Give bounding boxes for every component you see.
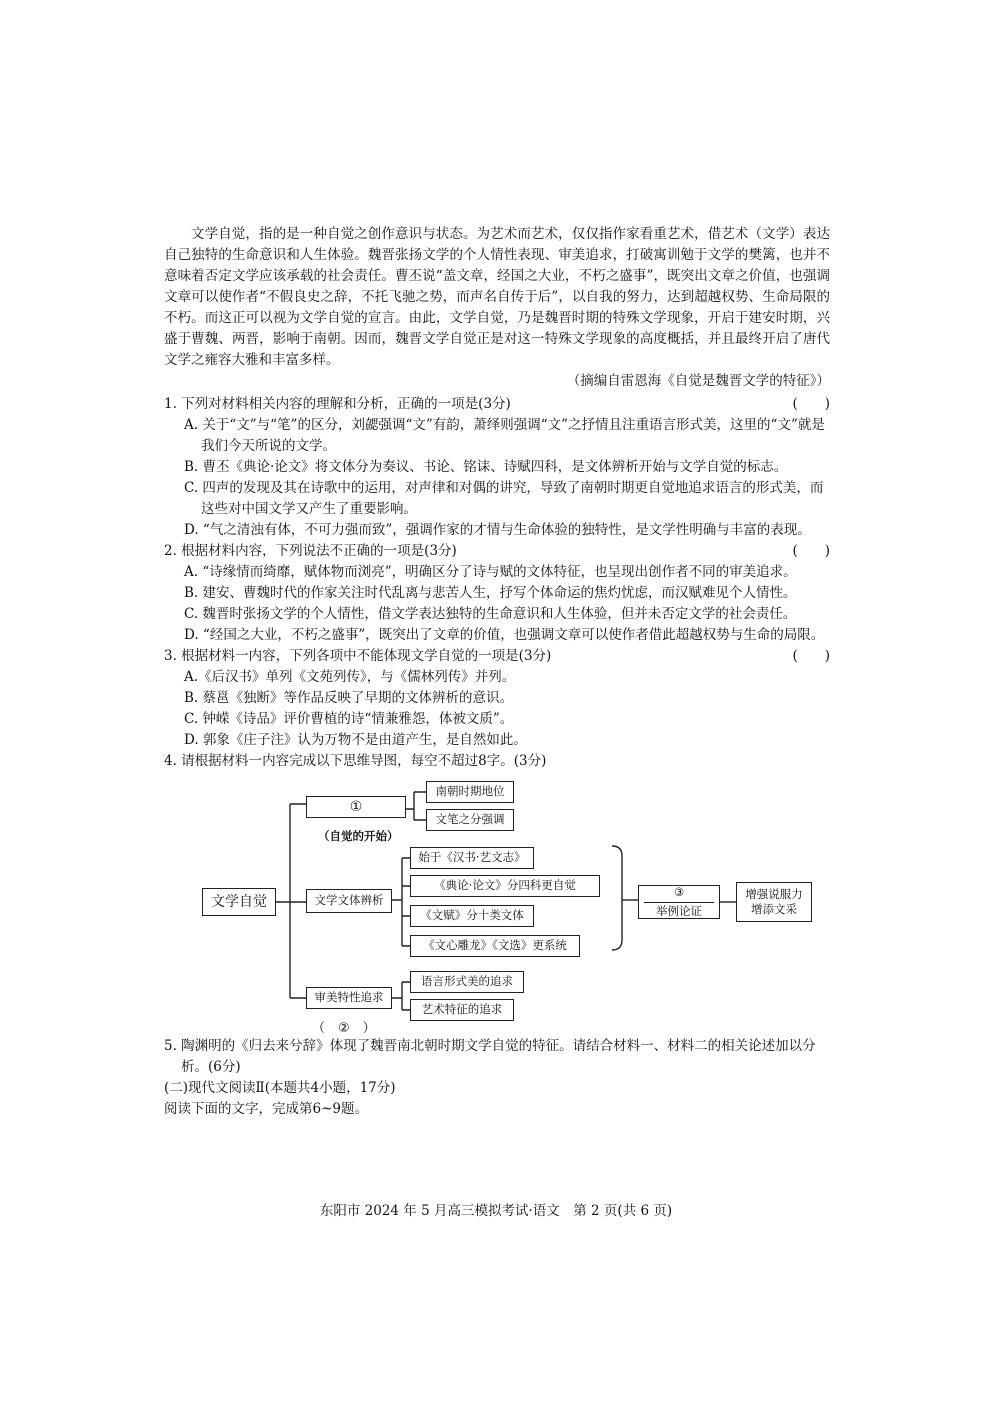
root-node: 文学自觉 <box>202 888 276 916</box>
q1-option-d: D. “气之清浊有体，不可力强而致”，强调作家的才情与生命体验的独特性，是文学性明确与丰富的表现。 <box>184 522 811 538</box>
node-nanchao: 南朝时期地位 <box>426 781 514 803</box>
blank-2-label: （ ② ） <box>312 1021 376 1036</box>
node-wenfu: 《文赋》分十类文体 <box>410 905 534 927</box>
q2-answer-bracket: ( ) <box>792 543 830 559</box>
q4-stem: 4. 请根据材料一内容完成以下思维导图，每空不超过8字。(3分) <box>164 753 547 769</box>
q3-stem: 3. 根据材料一内容，下列各项中不能体现文学自觉的一项是(3分) <box>164 648 552 664</box>
q1-option-a: A. 关于“文”与“笔”的区分，刘勰强调“文”有韵，萧绎则强调“文”之抒情且注重语言形式美，这里的“文”就是我们今天所说的文学。 <box>184 417 825 454</box>
question-5: 5. 陶渊明的《归去来兮辞》体现了魏晋南北朝时期文学自觉的特征。请结合材料一、材料二的相关论述加以分析。(6分) <box>164 1038 816 1075</box>
example-label: 举例论证 <box>644 902 714 918</box>
q3-option-a: A.《后汉书》单列《文苑列传》，与《儒林列传》并列。 <box>184 669 516 685</box>
node-hanshu: 始于《汉书·艺文志》 <box>410 847 534 869</box>
section-heading: (二)现代文阅读Ⅱ(本题共4小题，17分) <box>164 1080 396 1096</box>
q2-option-a: A. “诗缘情而绮靡，赋体物而浏亮”，明确区分了诗与赋的文体特征，也呈现出创作者不同的审美追求。 <box>184 564 797 580</box>
source-citation: （摘编自雷恩海《自觉是魏晋文学的特征》） <box>566 373 830 389</box>
blank-1-box: ① <box>306 796 406 818</box>
passage: 文学自觉，指的是一种自觉之创作意识与状态。为艺术而艺术，仅仅指作家看重艺术，借艺术（文学）表达自己独特的生命意识和人生体验。魏晋张扬文学的个人情性表现、审美追求，打破寓训勉于文学的樊篱，也并不意味着否定文学应该承载的社会责任。曹丕说“盖文章，经国之大业，不朽之盛事”，既突出文章之价值，也强调文章可以使作者“不假良史之辞，不托飞驰之势，而声名自传于后”，以自我的努力，达到超越权势、生命局限的不朽。而这正可以视为文学自觉的宣言。由此，文学自觉，乃是魏晋时期的特殊文学现象，开启于建安时期，兴盛于曹魏、两晋，影响于南朝。因而，魏晋文学自觉正是对这一特殊文学现象的高度概括，并且最终开启了唐代文学之雍容大雅和丰富多样。 <box>164 226 830 368</box>
blank-3-label: ③ <box>673 884 685 899</box>
q2-stem: 2. 根据材料内容，下列说法不正确的一项是(3分) <box>164 543 457 559</box>
q2-option-b: B. 建安、曹魏时代的作家关注时代乱离与悲苦人生，抒写个体命运的焦灼忧虑，而汉赋难见个人情性。 <box>184 585 797 601</box>
q3-option-c: C. 钟嵘《诗品》评价曹植的诗“情兼雅怨，体被文质”。 <box>184 711 514 727</box>
exam-page <box>164 224 830 1120</box>
node-dianlun: 《典论·论文》分四科更自觉 <box>410 875 600 897</box>
question-1 <box>164 394 830 541</box>
node-bianxi: 文学文体辨析 <box>306 889 392 913</box>
self-start-label: （自觉的开始） <box>318 829 399 843</box>
question-2 <box>164 541 830 646</box>
instruction: 阅读下面的文字，完成第6~9题。 <box>164 1101 368 1117</box>
q1-stem: 1. 下列对材料相关内容的理解和分析，正确的一项是(3分) <box>164 396 511 412</box>
blank-3-box <box>638 885 720 919</box>
question-3 <box>164 646 830 751</box>
page-footer: 东阳市 2024 年 5 月高三模拟考试·语文 第 2 页(共 6 页) <box>319 1203 673 1219</box>
mind-map <box>200 774 812 1036</box>
q1-answer-bracket: ( ) <box>792 396 830 412</box>
node-shenmei: 审美特性追求 <box>306 987 392 1009</box>
effect-box <box>736 882 812 922</box>
effect-label-2: 增添文采 <box>751 902 797 916</box>
q2-option-c: C. 魏晋时张扬文学的个人情性，借文学表达独特的生命意识和人生体验，但并未否定文学的社会责任。 <box>184 606 797 622</box>
q3-option-d: D. 郭象《庄子注》认为万物不是由道产生，是自然如此。 <box>184 732 527 748</box>
node-yishu: 艺术特征的追求 <box>410 999 514 1021</box>
q2-option-d: D. “经国之大业，不朽之盛事”，既突出了文章的价值，也强调文章可以使作者借此超越权势与生命的局限。 <box>184 627 825 643</box>
effect-label-1: 增强说服力 <box>745 886 803 901</box>
node-yuyan: 语言形式美的追求 <box>410 971 524 993</box>
node-wenxin: 《文心雕龙》《文选》更系统 <box>410 935 580 957</box>
q3-answer-bracket: ( ) <box>792 648 830 664</box>
q3-option-b: B. 蔡邕《独断》等作品反映了早期的文体辨析的意识。 <box>184 690 514 706</box>
q1-option-b: B. 曹丕《典论·论文》将文体分为奏议、书论、铭诔、诗赋四科，是文体辨析开始与文学自觉的标志。 <box>184 459 788 475</box>
node-wenbi: 文笔之分强调 <box>426 809 514 831</box>
q1-option-c: C. 四声的发现及其在诗歌中的运用，对声律和对偶的讲究，导致了南朝时期更自觉地追求语言的形式美，而这些对中国文学又产生了重要影响。 <box>184 480 824 517</box>
